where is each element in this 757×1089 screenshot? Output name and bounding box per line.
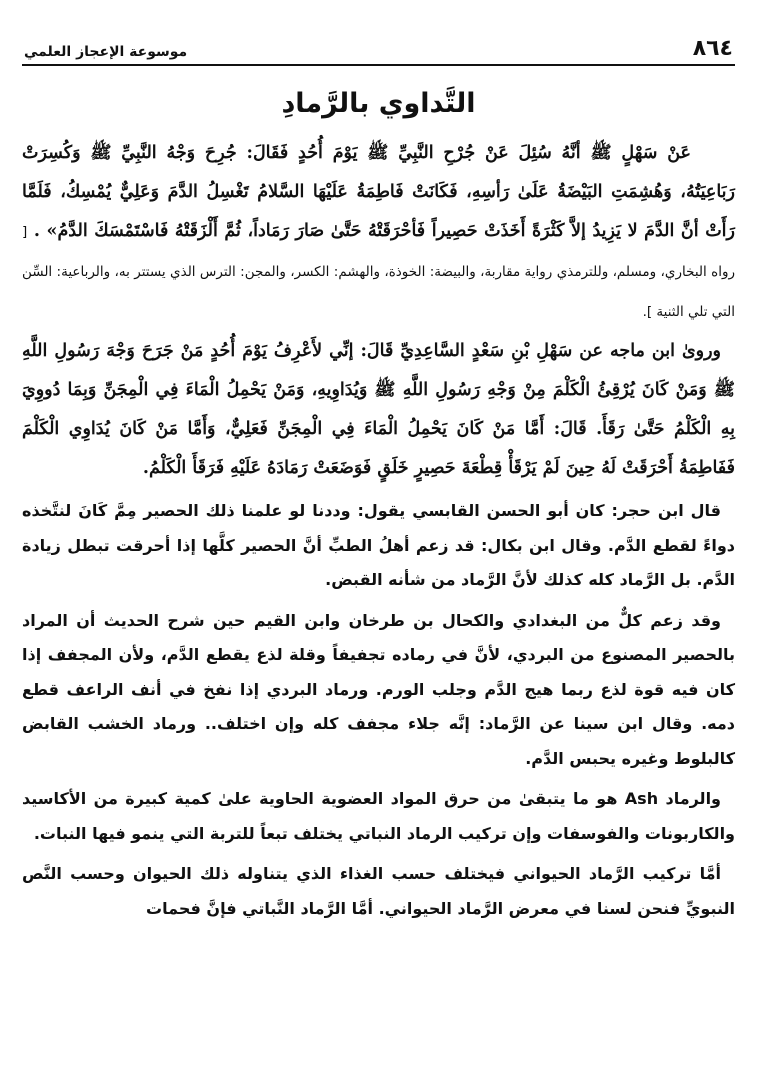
hadith-text: عَنْ سَهْلٍ ﷺ أنَّهُ سُئِلَ عَنْ جُرْحِ النَّبِيِّ ﷺ يَوْمَ أُحُدٍ فَقَالَ: جُرِحَ وَجْهُ النَّبِيِّ ﷺ وَكُسِرَتْ رَبَاعِيَتُهُ، وَهُشِمَتِ البَيْضَةُ عَلَىٰ رَأسِهِ، فَكَانَتْ فَاطِمَةُ عَلَيْهَا السَّلامُ تَغْسِلُ الدَّمَ وَعَلِيٌّ يُمْسِكُ، فَلَمَّا رَأَتْ أنَّ الدَّمَ لا يَزِيدُ إلاَّ كَثْرَةً أَخَذَتْ حَصِيراً فَأحْرَقَتْهُ حَتَّىٰ صَارَ رَمَاداً، ثُمَّ أَلْزَقَتْهُ فَاسْتَمْسَكَ الدَّمُ» . [22, 143, 736, 241]
ibn-hajar-paragraph: قال ابن حجر: كان أبو الحسن القابسي يقول: وددنا لو علمنا ذلك الحصير مِمَّ كَانَ لنتَّخذه دواءً لقطع الدَّم. وقال ابن بكال: قد زعم أهلُ الطبِّ أنَّ الحصير كلَّها إذا أحرقت تبطل زيادة الدَّم. بل الرَّماد كله كذلك لأنَّ الرَّماد من شأنه القبض. [22, 501, 735, 589]
ibn-majah-paragraph: ورویٰ ابن ماجه عن سَهْلِ بْنِ سَعْدٍ السَّاعِدِيِّ قَالَ: إنِّي لأَعْرِفُ يَوْمَ أُحُدٍ مَنْ جَرَحَ وَجْهَ رَسُولِ اللَّهِ ﷺ وَمَنْ كَانَ يُرْقِئُ الْكَلْمَ مِنْ وَجْهِ رَسُولِ اللَّهِ ﷺ وَيُدَاوِيهِ، وَمَنْ يَحْمِلُ الْمَاءَ فِي الْمِجَنِّ وَبِمَا دُووِيَ بِهِ الْكَلْمُ حَتَّىٰ رَقَأَ. قَالَ: أَمَّا مَنْ كَانَ يَحْمِلُ الْمَاءَ فِي الْمِجَنِّ فَعَلِيٌّ، وَأَمَّا مَنْ كَانَ يُدَاوِي الْكَلْمَ فَفَاطِمَةُ أَحْرَقَتْ لَهُ حِينَ لَمْ يَرْقَأْ قِطْعَةَ حَصِيرٍ خَلَقٍ فَوَضَعَتْ رَمَادَهُ عَلَيْهِ فَرَقَأَ الْكَلْمُ. [22, 341, 735, 478]
hadith-paragraph [22, 134, 735, 332]
series-title: موسوعة الإعجاز العلمي [24, 44, 188, 60]
book-page [22, 34, 735, 1074]
ash-definition-paragraph: والرماد Ash هو ما يتبقىٰ من حرق المواد العضوية الحاوية علىٰ كمية كبيرة من الأكاسيد والكاربونات والفوسفات وإن تركيب الرماد النباتي يختلف تبعاً للتربة التي ينمو فيها النبات. [22, 789, 735, 843]
animal-ash-paragraph: أمَّا تركيب الرَّماد الحيواني فيختلف حسب الغذاء الذي يتناوله ذلك الحيوان وحسب النَّص النبويِّ فنحن لسنا في معرض الرَّماد الحيواني. أمَّا الرَّماد النَّباتي فإنَّ فحمات [22, 864, 735, 918]
scholars-paragraph: وقد زعم كلٌّ من البغدادي والكحال بن طرخان وابن القيم حين شرح الحديث أن المراد بالحصير المصنوع من البردي، لأنَّ في رماده تجفيفاً وقلة لذع يقطع الدَّم، ولأن المجفف إذا كان فيه قوة لذع ربما هيج الدَّم وجلب الورم. ورماد البردي إذا نفخ في أنف الراعف قطع دمه. وقال ابن سينا عن الرَّماد: إنَّه جلاء مجفف كله وإن اختلف.. ورماد الخشب القابض كالبلوط وغيره يحبس الدَّم. [22, 610, 735, 768]
chapter-title: التَّداوي بالرَّمادِ [281, 88, 476, 119]
hadith-source-note: [ رواه البخاري، ومسلم، وللترمذي رواية مقاربة، والبيضة: الخوذة، والهشم: الكسر، والمجن: الترس الذي يستتر به، والرباعية: السِّن التي تلي الثنية ]. [22, 224, 735, 320]
running-header [22, 34, 735, 66]
page-number: ٨٦٤ [692, 36, 733, 61]
